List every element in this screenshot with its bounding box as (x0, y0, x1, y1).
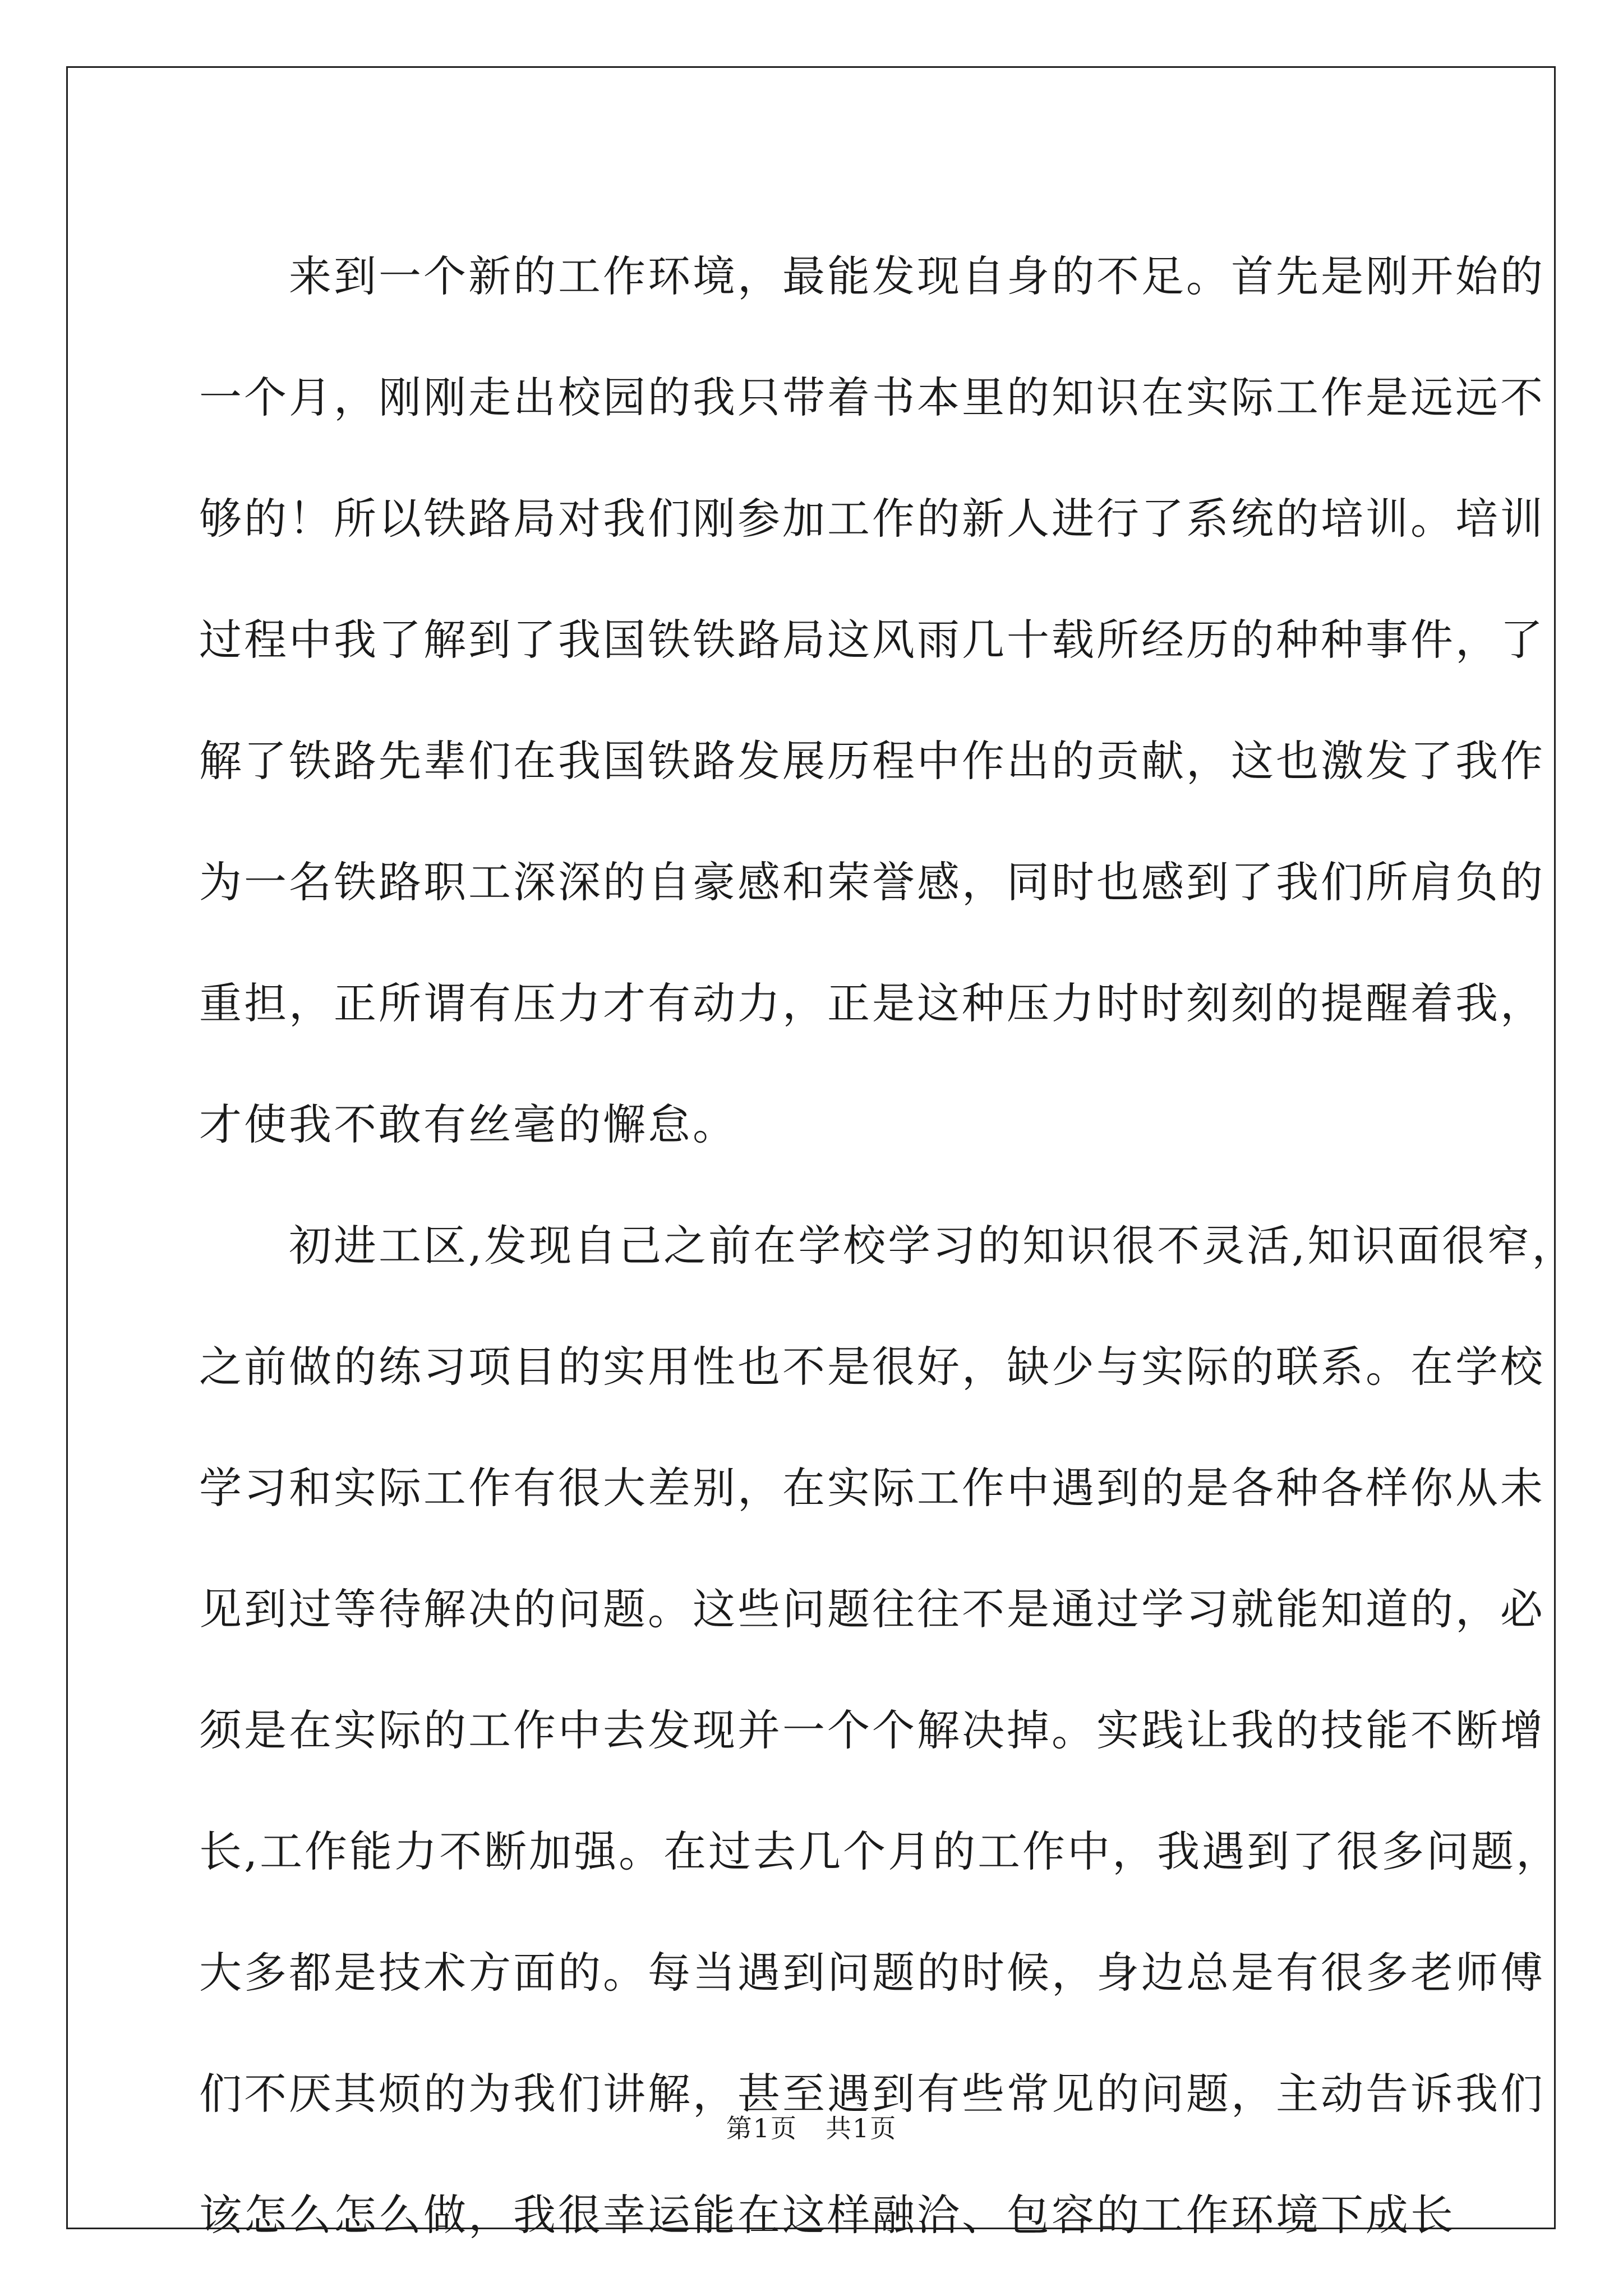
body-line: 解了铁路先辈们在我国铁路发展历程中作出的贡献，这也激发了我作 (199, 736, 1545, 786)
body-line: 一个月，刚刚走出校园的我只带着书本里的知识在实际工作是远远不 (199, 372, 1545, 422)
body-line: 为一名铁路职工深深的自豪感和荣誉感，同时也感到了我们所肩负的 (199, 857, 1545, 907)
body-line: 见到过等待解决的问题。这些问题往往不是通过学习就能知道的，必 (199, 1584, 1545, 1634)
body-line: 学习和实际工作有很大差别，在实际工作中遇到的是各种各样你从未 (199, 1463, 1545, 1513)
body-line: 长,工作能力不断加强。在过去几个月的工作中，我遇到了很多问题， (199, 1826, 1561, 1876)
body-line: 过程中我了解到了我国铁铁路局这风雨几十载所经历的种种事件，了 (199, 615, 1545, 665)
page-footer (0, 2108, 1623, 2145)
body-line: 重担，正所谓有压力才有动力，正是这种压力时时刻刻的提醒着我， (199, 978, 1545, 1028)
body-line: 该怎么怎么做，我很幸运能在这样融洽、包容的工作环境下成长 (199, 2190, 1455, 2240)
page-number-total: 共1页 (826, 2113, 897, 2143)
body-line: 之前做的练习项目的实用性也不是很好，缺少与实际的联系。在学校 (199, 1342, 1545, 1392)
body-line: 才使我不敢有丝毫的懈怠。 (199, 1099, 737, 1149)
body-line: 们不厌其烦的为我们讲解，甚至遇到有些常见的问题，主动告诉我们 (199, 2069, 1545, 2119)
body-line: 来到一个新的工作环境，最能发现自身的不足。首先是刚开始的 (199, 251, 1545, 301)
page-number-current: 第1页 (726, 2113, 797, 2143)
body-line: 够的！所以铁路局对我们刚参加工作的新人进行了系统的培训。培训 (199, 494, 1545, 544)
document-body (199, 216, 1577, 2276)
body-line: 须是在实际的工作中去发现并一个个解决掉。实践让我的技能不断增 (199, 1705, 1545, 1755)
body-line: 初进工区,发现自己之前在学校学习的知识很不灵活,知识面很窄， (199, 1221, 1577, 1271)
body-line: 大多都是技术方面的。每当遇到问题的时候，身边总是有很多老师傅 (199, 1948, 1545, 1998)
